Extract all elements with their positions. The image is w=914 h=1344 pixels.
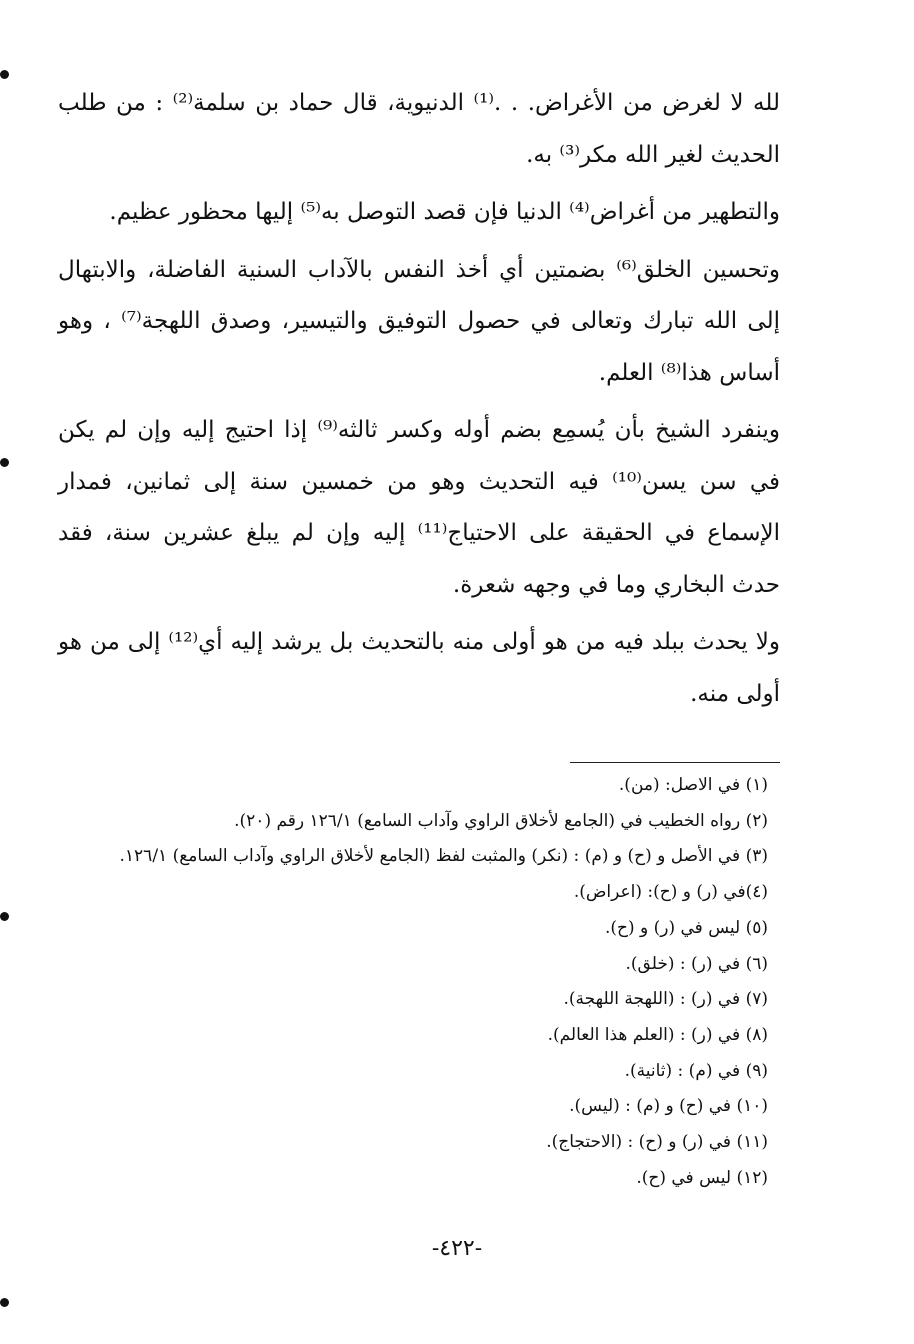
footnotes xyxy=(58,768,780,1196)
main-text xyxy=(58,78,780,726)
paragraph: ولا يحدث ببلد فيه من هو أولى منه بالتحديث بل يرشد إليه أي⁽¹²⁾ إلى من هو أولى منه. xyxy=(58,629,781,707)
footnote: (٤)في (ر) و (ح): (اعراض). xyxy=(573,882,768,903)
binding-hole-mark xyxy=(0,458,9,467)
paragraph: والتطهير من أغراض⁽⁴⁾ الدنيا فإن قصد التوصل به⁽⁵⁾ إليها محظور عظيم. xyxy=(109,199,780,225)
binding-hole-mark xyxy=(0,912,9,921)
footnote: (١٢) ليس في (ح). xyxy=(636,1167,768,1188)
footnote: (٨) في (ر) : (العلم هذا العالم). xyxy=(547,1024,768,1045)
footnote: (٥) ليس في (ر) و (ح). xyxy=(604,917,768,938)
footnote: (١) في الاصل: (من). xyxy=(618,775,768,795)
footnote: (٩) في (م) : (ثانية). xyxy=(624,1060,768,1081)
footnote: (٦) في (ر) : (خلق). xyxy=(625,953,768,974)
paragraph: لله لا لغرض من الأغراض. . .⁽¹⁾ الدنيوية، قال حماد بن سلمة⁽²⁾ : من طلب الحديث لغير الله مكر⁽³⁾ به. xyxy=(58,90,780,168)
binding-hole-mark xyxy=(0,70,9,79)
footnote: (٣) في الأصل و (ح) و (م) : (نكر) والمثبت لفظ (الجامع لأخلاق الراوي وآداب السامع) ١٢٦/١. xyxy=(119,846,768,867)
footnote: (٢) رواه الخطيب في (الجامع لأخلاق الراوي وآداب السامع) ١٢٦/١ رقم (٢٠). xyxy=(234,810,768,831)
footnote: (٧) في (ر) : (اللهجة اللهجة). xyxy=(563,989,768,1010)
page-number: -٤٢٢- xyxy=(431,1236,483,1261)
binding-hole-mark xyxy=(0,1298,9,1307)
footnote: (١٠) في (ح) و (م) : (ليس). xyxy=(569,1096,768,1117)
paragraph: وتحسين الخلق⁽⁶⁾ بضمتين أي أخذ النفس بالآداب السنية الفاضلة، والابتهال إلى الله تبارك وتعالى في حصول التوفيق والتيسير، وصدق اللهجة⁽⁷⁾ ، وهو أساس هذا⁽⁸⁾ العلم. xyxy=(58,256,780,386)
footnote: (١١) في (ر) و (ح) : (الاحتجاج). xyxy=(546,1132,768,1153)
footnote-separator xyxy=(570,762,780,763)
paragraph: وينفرد الشيخ بأن يُسمِع بضم أوله وكسر ثالثه⁽⁹⁾ إذا احتيج إليه وإن لم يكن في سن يسن⁽¹⁰⁾ فيه التحديث وهو من خمسين سنة إلى ثمانين، فمدار الإسماع في الحقيقة على الاحتياج⁽¹¹⁾ إليه وإن لم يبلغ عشرين سنة، فقد حدث البخاري وما في وجهه شعرة. xyxy=(58,417,781,598)
